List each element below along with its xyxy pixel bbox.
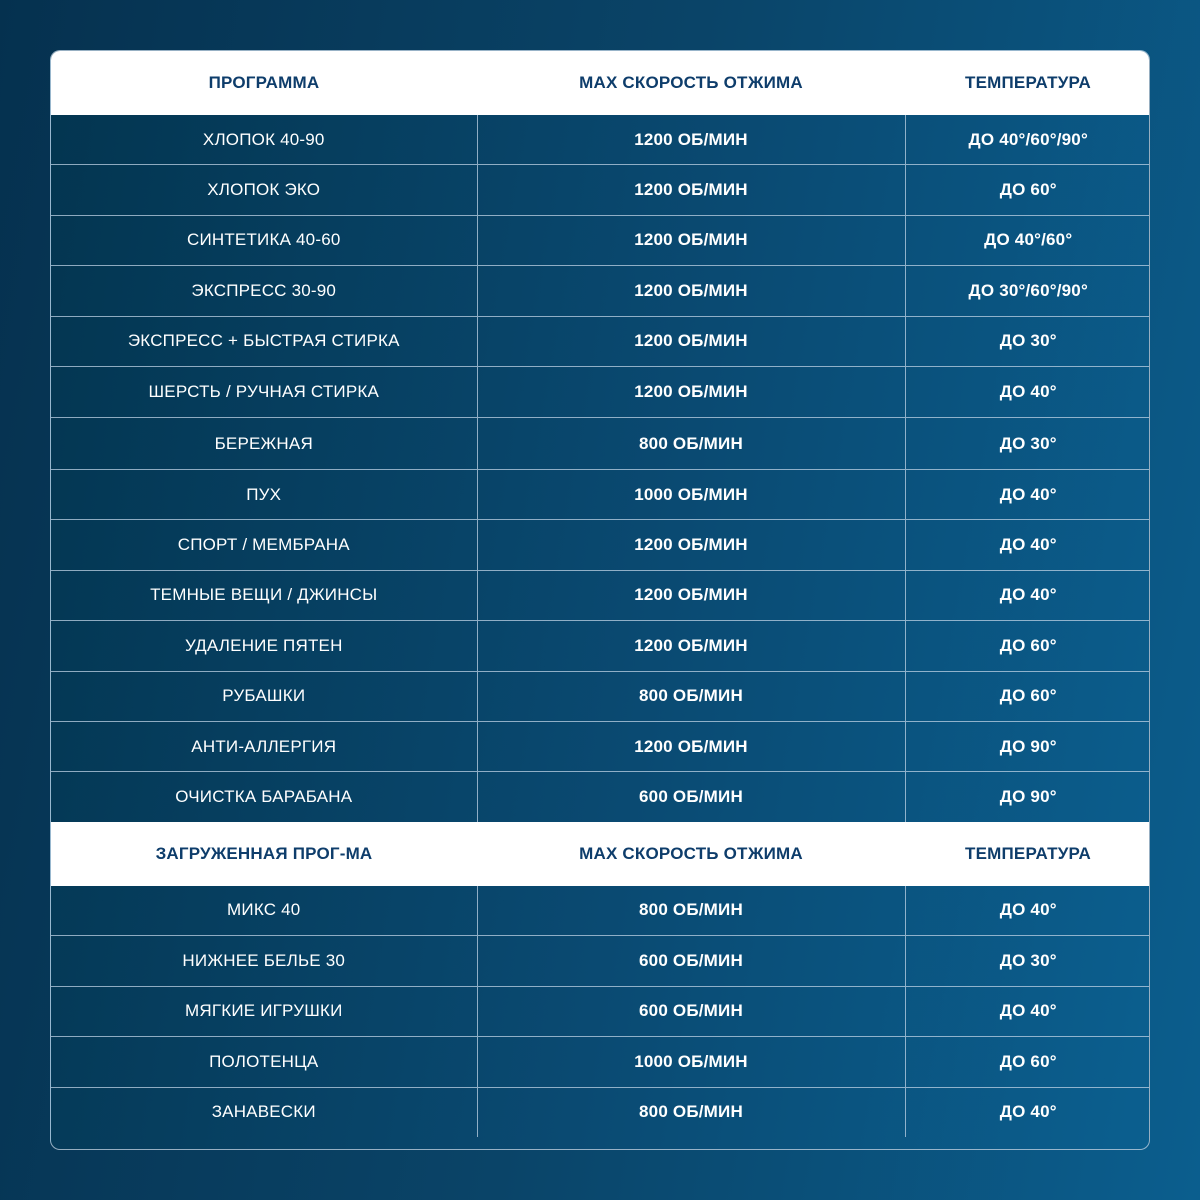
table-row	[51, 621, 1150, 671]
table-row	[51, 886, 1150, 936]
program-name: ХЛОПОК ЭКО	[51, 165, 477, 215]
spin-speed: 1200 ОБ/МИН	[477, 366, 905, 418]
spin-speed: 1200 ОБ/МИН	[477, 520, 905, 570]
spin-speed: 800 ОБ/МИН	[477, 886, 905, 936]
loaded-programs-section	[51, 822, 1150, 1138]
table-row	[51, 1087, 1150, 1137]
program-name: ХЛОПОК 40-90	[202, 129, 325, 149]
header-spin: MAX СКОРОСТЬ ОТЖИМА	[477, 51, 905, 115]
spin-speed: 800 ОБ/МИН	[477, 671, 905, 721]
temperature: ДО 60°	[905, 165, 1150, 215]
spin-speed: 1200 ОБ/МИН	[477, 316, 905, 366]
table-row	[51, 772, 1150, 822]
program-name: ПОЛОТЕНЦА	[51, 1037, 477, 1088]
program-name: МИКС 40	[227, 900, 301, 920]
program-name: ОЧИСТКА БАРАБАНА	[51, 772, 477, 822]
header-program: ЗАГРУЖЕННАЯ ПРОГ-МА	[51, 822, 477, 886]
main-programs-section	[51, 51, 1150, 822]
program-name: БЕРЕЖНАЯ	[51, 418, 477, 470]
spin-speed: 600 ОБ/МИН	[477, 772, 905, 822]
spin-speed: 1200 ОБ/МИН	[477, 621, 905, 671]
table-row	[51, 366, 1150, 418]
program-name: УДАЛЕНИЕ ПЯТЕН	[51, 621, 477, 671]
programs-table	[51, 51, 1150, 1137]
temperature: ДО 40°/60°/90°	[905, 115, 1150, 165]
spin-speed: 1200 ОБ/МИН	[477, 266, 905, 316]
table-header-row	[51, 822, 1150, 886]
program-name: ЭКСПРЕСС + БЫСТРАЯ СТИРКА	[51, 316, 477, 366]
program-name: НИЖНЕЕ БЕЛЬЕ 30	[51, 936, 477, 987]
table-row	[51, 936, 1150, 987]
temperature: ДО 30°	[905, 936, 1150, 987]
temperature: ДО 90°	[905, 772, 1150, 822]
spin-speed: 800 ОБ/МИН	[477, 418, 905, 470]
header-temperature: ТЕМПЕРАТУРА	[905, 822, 1150, 886]
header-program: ПРОГРАММА	[51, 51, 477, 115]
header-spin: MAX СКОРОСТЬ ОТЖИМА	[477, 822, 905, 886]
temperature: ДО 30°	[905, 418, 1150, 470]
temperature: ДО 30°/60°/90°	[905, 266, 1150, 316]
spin-speed: 1000 ОБ/МИН	[477, 1037, 905, 1088]
spin-speed: 1200 ОБ/МИН	[477, 570, 905, 620]
table-row	[51, 215, 1150, 265]
table-row	[51, 115, 1150, 165]
programs-table-card	[50, 50, 1150, 1150]
program-name: ТЕМНЫЕ ВЕЩИ / ДЖИНСЫ	[51, 570, 477, 620]
table-row	[51, 165, 1150, 215]
program-name: ЭКСПРЕСС 30-90	[51, 266, 477, 316]
program-name: ЗАНАВЕСКИ	[51, 1087, 477, 1137]
program-name: ШЕРСТЬ / РУЧНАЯ СТИРКА	[51, 366, 477, 418]
spin-speed: 600 ОБ/МИН	[477, 986, 905, 1037]
spin-speed: 1200 ОБ/МИН	[477, 165, 905, 215]
table-row	[51, 316, 1150, 366]
table-row	[51, 570, 1150, 620]
temperature: ДО 40°	[905, 570, 1150, 620]
table-row	[51, 418, 1150, 470]
table-header-row	[51, 51, 1150, 115]
program-name: РУБАШКИ	[51, 671, 477, 721]
spin-speed: 1000 ОБ/МИН	[477, 469, 905, 519]
temperature: ДО 40°	[905, 986, 1150, 1037]
temperature: ДО 40°	[905, 1087, 1150, 1137]
table-row	[51, 520, 1150, 570]
table-row	[51, 671, 1150, 721]
temperature: ДО 30°	[905, 316, 1150, 366]
spin-speed: 600 ОБ/МИН	[477, 936, 905, 987]
temperature: ДО 60°	[905, 671, 1150, 721]
table-row	[51, 469, 1150, 519]
program-name: ПУХ	[51, 469, 477, 519]
header-temperature: ТЕМПЕРАТУРА	[905, 51, 1150, 115]
temperature: ДО 40°	[905, 366, 1150, 418]
temperature: ДО 40°	[905, 520, 1150, 570]
spin-speed: 1200 ОБ/МИН	[477, 721, 905, 771]
spin-speed: 1200 ОБ/МИН	[477, 215, 905, 265]
table-row	[51, 1037, 1150, 1088]
temperature: ДО 40°	[905, 469, 1150, 519]
table-row	[51, 266, 1150, 316]
spin-speed: 1200 ОБ/МИН	[477, 115, 905, 165]
temperature: ДО 60°	[905, 621, 1150, 671]
spin-speed: 800 ОБ/МИН	[477, 1087, 905, 1137]
table-row	[51, 986, 1150, 1037]
table-row	[51, 721, 1150, 771]
temperature: ДО 60°	[905, 1037, 1150, 1088]
temperature: ДО 90°	[905, 721, 1150, 771]
temperature: ДО 40°	[905, 886, 1150, 936]
program-name: АНТИ-АЛЛЕРГИЯ	[51, 721, 477, 771]
program-name: МЯГКИЕ ИГРУШКИ	[51, 986, 477, 1037]
program-name: СПОРТ / МЕМБРАНА	[51, 520, 477, 570]
temperature: ДО 40°/60°	[905, 215, 1150, 265]
program-name: СИНТЕТИКА 40-60	[51, 215, 477, 265]
